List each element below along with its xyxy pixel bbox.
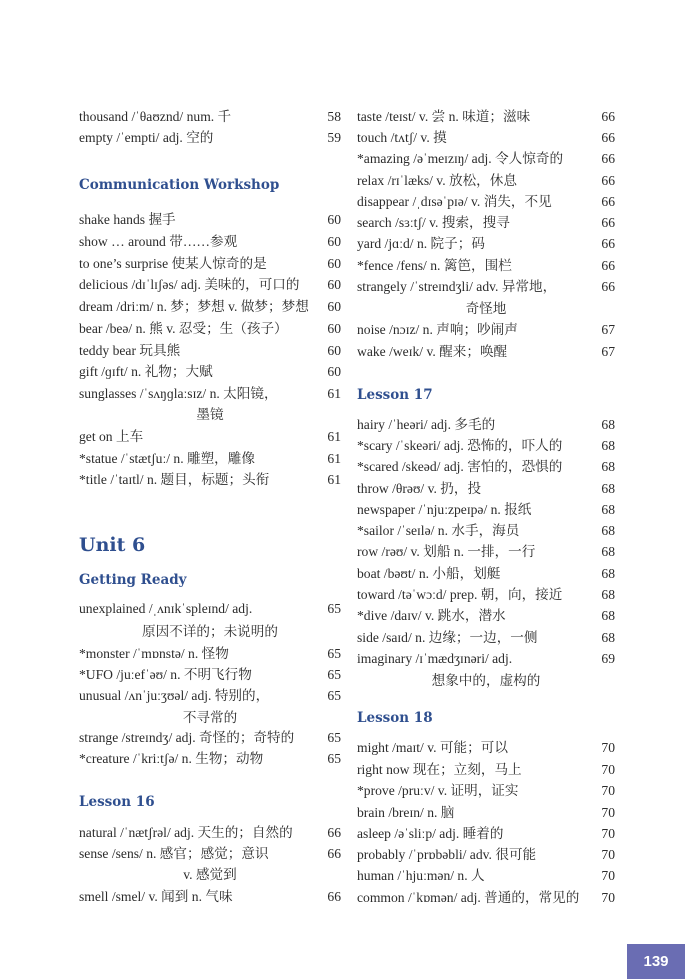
entry-page: 68 — [601, 566, 615, 581]
entry-page: 58 — [327, 109, 341, 124]
entry-page: 68 — [601, 544, 615, 559]
entry-page: 68 — [601, 438, 615, 453]
entry-text: *prove /pruːv/ v. 证明，证实 — [357, 783, 519, 798]
entry-page: 70 — [601, 805, 615, 820]
unit-heading: Unit 6 — [79, 534, 146, 556]
section-heading: Lesson 17 — [357, 387, 433, 403]
entry-text: noise /nɔɪz/ n. 声响；吵闹声 — [357, 322, 518, 337]
entry-text: might /maɪt/ v. 可能；可以 — [357, 740, 508, 755]
entry-text: *fence /fens/ n. 篱笆，围栏 — [357, 258, 512, 273]
entry-page: 70 — [601, 847, 615, 862]
entry-page: 59 — [327, 130, 341, 145]
entry-text: asleep /əˈsliːp/ adj. 睡着的 — [357, 826, 504, 841]
entry-text: imaginary /ɪˈmædʒɪnəri/ adj. — [357, 651, 513, 666]
section-heading: Communication Workshop — [79, 177, 280, 193]
entry-page: 66 — [601, 236, 615, 251]
entry-text: disappear /ˌdɪsəˈpɪə/ v. 消失，不见 — [357, 194, 552, 209]
entry-text: thousand /ˈθaʊznd/ num. 千 — [79, 109, 232, 124]
entry-text: get on 上车 — [79, 429, 144, 444]
entry-text: search /sɜːtʃ/ v. 搜索，搜寻 — [357, 215, 510, 230]
entry-page: 69 — [601, 651, 615, 666]
entry-page: 66 — [601, 215, 615, 230]
entry-page: 66 — [327, 825, 341, 840]
page-number: 139 — [627, 944, 685, 979]
entry-text: newspaper /ˈnjuːzpeɪpə/ n. 报纸 — [357, 502, 532, 517]
entry-page: 70 — [601, 826, 615, 841]
entry-text: shake hands 握手 — [79, 212, 176, 227]
entry-page: 68 — [601, 459, 615, 474]
entry-page: 66 — [601, 109, 615, 124]
entry-page: 66 — [601, 279, 615, 294]
entry-continuation: v. 感觉到 — [183, 867, 237, 882]
entry-page: 65 — [327, 688, 341, 703]
entry-continuation: 想象中的，虚构的 — [431, 673, 541, 688]
entry-text: *statue /ˈstætʃuː/ n. 雕塑，雕像 — [79, 451, 255, 466]
entry-text: to one’s surprise 使某人惊奇的是 — [79, 256, 267, 271]
entry-text: smell /smel/ v. 闻到 n. 气味 — [79, 889, 233, 904]
entry-page: 68 — [601, 523, 615, 538]
entry-page: 66 — [601, 258, 615, 273]
entry-text: throw /θrəʊ/ v. 扔，投 — [357, 481, 482, 496]
entry-page: 65 — [327, 646, 341, 661]
entry-page: 60 — [327, 256, 341, 271]
entry-page: 60 — [327, 212, 341, 227]
entry-text: sense /sens/ n. 感官；感觉；意识 — [79, 846, 269, 861]
entry-page: 61 — [327, 386, 341, 401]
entry-text: right now 现在；立刻，马上 — [357, 762, 522, 777]
entry-page: 60 — [327, 299, 341, 314]
entry-text: strangely /ˈstreɪndʒli/ adv. 异常地， — [357, 279, 557, 294]
entry-page: 67 — [601, 344, 615, 359]
entry-text: natural /ˈnætʃrəl/ adj. 天生的；自然的 — [79, 825, 293, 840]
entry-text: toward /təˈwɔːd/ prep. 朝，向，接近 — [357, 587, 563, 602]
entry-text: hairy /ˈheəri/ adj. 多毛的 — [357, 417, 496, 432]
entry-page: 65 — [327, 751, 341, 766]
entry-text: taste /teɪst/ v. 尝 n. 味道；滋味 — [357, 109, 531, 124]
entry-text: *UFO /juːefˈəʊ/ n. 不明飞行物 — [79, 667, 252, 682]
entry-text: common /ˈkɒmən/ adj. 普通的，常见的 — [357, 890, 580, 905]
entry-text: delicious /dɪˈlɪʃəs/ adj. 美味的，可口的 — [79, 277, 300, 292]
entry-text: yard /jɑːd/ n. 院子；码 — [357, 236, 485, 251]
entry-text: row /rəʊ/ v. 划船 n. 一排，一行 — [357, 544, 536, 559]
entry-page: 66 — [601, 130, 615, 145]
entry-page: 66 — [327, 889, 341, 904]
section-heading: Getting Ready — [79, 572, 187, 588]
entry-page: 65 — [327, 730, 341, 745]
entry-page: 65 — [327, 667, 341, 682]
entry-text: *title /ˈtaɪtl/ n. 题目，标题；头衔 — [79, 472, 270, 487]
entry-text: relax /rɪˈlæks/ v. 放松，休息 — [357, 173, 517, 188]
entry-text: dream /driːm/ n. 梦；梦想 v. 做梦；梦想 — [79, 299, 309, 314]
entry-text: brain /breɪn/ n. 脑 — [357, 805, 455, 820]
entry-text: gift /ɡɪft/ n. 礼物；大赋 — [79, 364, 213, 379]
entry-text: wake /weɪk/ v. 醒来；唤醒 — [357, 344, 508, 359]
entry-text: show … around 带……参观 — [79, 234, 238, 249]
entry-text: boat /bəʊt/ n. 小船，划艇 — [357, 566, 501, 581]
entry-text: touch /tʌtʃ/ v. 摸 — [357, 130, 447, 145]
entry-text: unusual /ʌnˈjuːʒʊəl/ adj. 特别的， — [79, 688, 270, 703]
entry-page: 66 — [327, 846, 341, 861]
entry-page: 70 — [601, 740, 615, 755]
entry-text: *scary /ˈskeəri/ adj. 恐怖的，吓人的 — [357, 438, 563, 453]
entry-page: 68 — [601, 587, 615, 602]
entry-text: human /ˈhjuːmən/ n. 人 — [357, 868, 485, 883]
entry-text: teddy bear 玩具熊 — [79, 343, 181, 358]
entry-continuation: 原因不详的；未说明的 — [142, 624, 278, 639]
entry-page: 61 — [327, 451, 341, 466]
entry-text: *monster /ˈmɒnstə/ n. 怪物 — [79, 646, 229, 661]
entry-text: *creature /ˈkriːtʃə/ n. 生物；动物 — [79, 751, 264, 766]
entry-page: 68 — [601, 630, 615, 645]
entry-text: strange /streɪndʒ/ adj. 奇怪的；奇特的 — [79, 730, 295, 745]
entry-text: unexplained /ˌʌnɪkˈspleɪnd/ adj. — [79, 601, 253, 616]
entry-page: 65 — [327, 601, 341, 616]
entry-text: sunglasses /ˈsʌŋɡlaːsɪz/ n. 太阳镜， — [79, 386, 278, 401]
entry-text: *scared /skeəd/ adj. 害怕的，恐惧的 — [357, 459, 563, 474]
entry-page: 70 — [601, 783, 615, 798]
entry-text: *amazing /əˈmeɪzɪŋ/ adj. 令人惊奇的 — [357, 151, 564, 166]
entry-text: empty /ˈempti/ adj. 空的 — [79, 130, 214, 145]
entry-page: 70 — [601, 868, 615, 883]
entry-page: 60 — [327, 234, 341, 249]
entry-page: 66 — [601, 151, 615, 166]
entry-text: probably /ˈprɒbəbli/ adv. 很可能 — [357, 847, 537, 862]
entry-page: 70 — [601, 762, 615, 777]
section-heading: Lesson 16 — [79, 794, 155, 810]
entry-page: 61 — [327, 429, 341, 444]
entry-page: 60 — [327, 343, 341, 358]
entry-page: 68 — [601, 608, 615, 623]
entry-text: bear /beə/ n. 熊 v. 忍受；生（孩子） — [79, 321, 288, 336]
entry-continuation: 奇怪地 — [465, 301, 507, 316]
entry-page: 60 — [327, 364, 341, 379]
entry-text: side /saɪd/ n. 边缘；一边，一侧 — [357, 630, 538, 645]
entry-continuation: 不寻常的 — [182, 710, 238, 725]
entry-page: 70 — [601, 890, 615, 905]
entry-page: 61 — [327, 472, 341, 487]
entry-text: *sailor /ˈseɪlə/ n. 水手，海员 — [357, 523, 520, 538]
entry-page: 60 — [327, 321, 341, 336]
entry-page: 66 — [601, 173, 615, 188]
entry-page: 60 — [327, 277, 341, 292]
entry-page: 68 — [601, 502, 615, 517]
entry-page: 66 — [601, 194, 615, 209]
entry-continuation: 墨镜 — [196, 407, 224, 422]
entry-page: 67 — [601, 322, 615, 337]
entry-page: 68 — [601, 481, 615, 496]
section-heading: Lesson 18 — [357, 710, 433, 726]
entry-page: 68 — [601, 417, 615, 432]
entry-text: *dive /daɪv/ v. 跳水，潜水 — [357, 608, 506, 623]
